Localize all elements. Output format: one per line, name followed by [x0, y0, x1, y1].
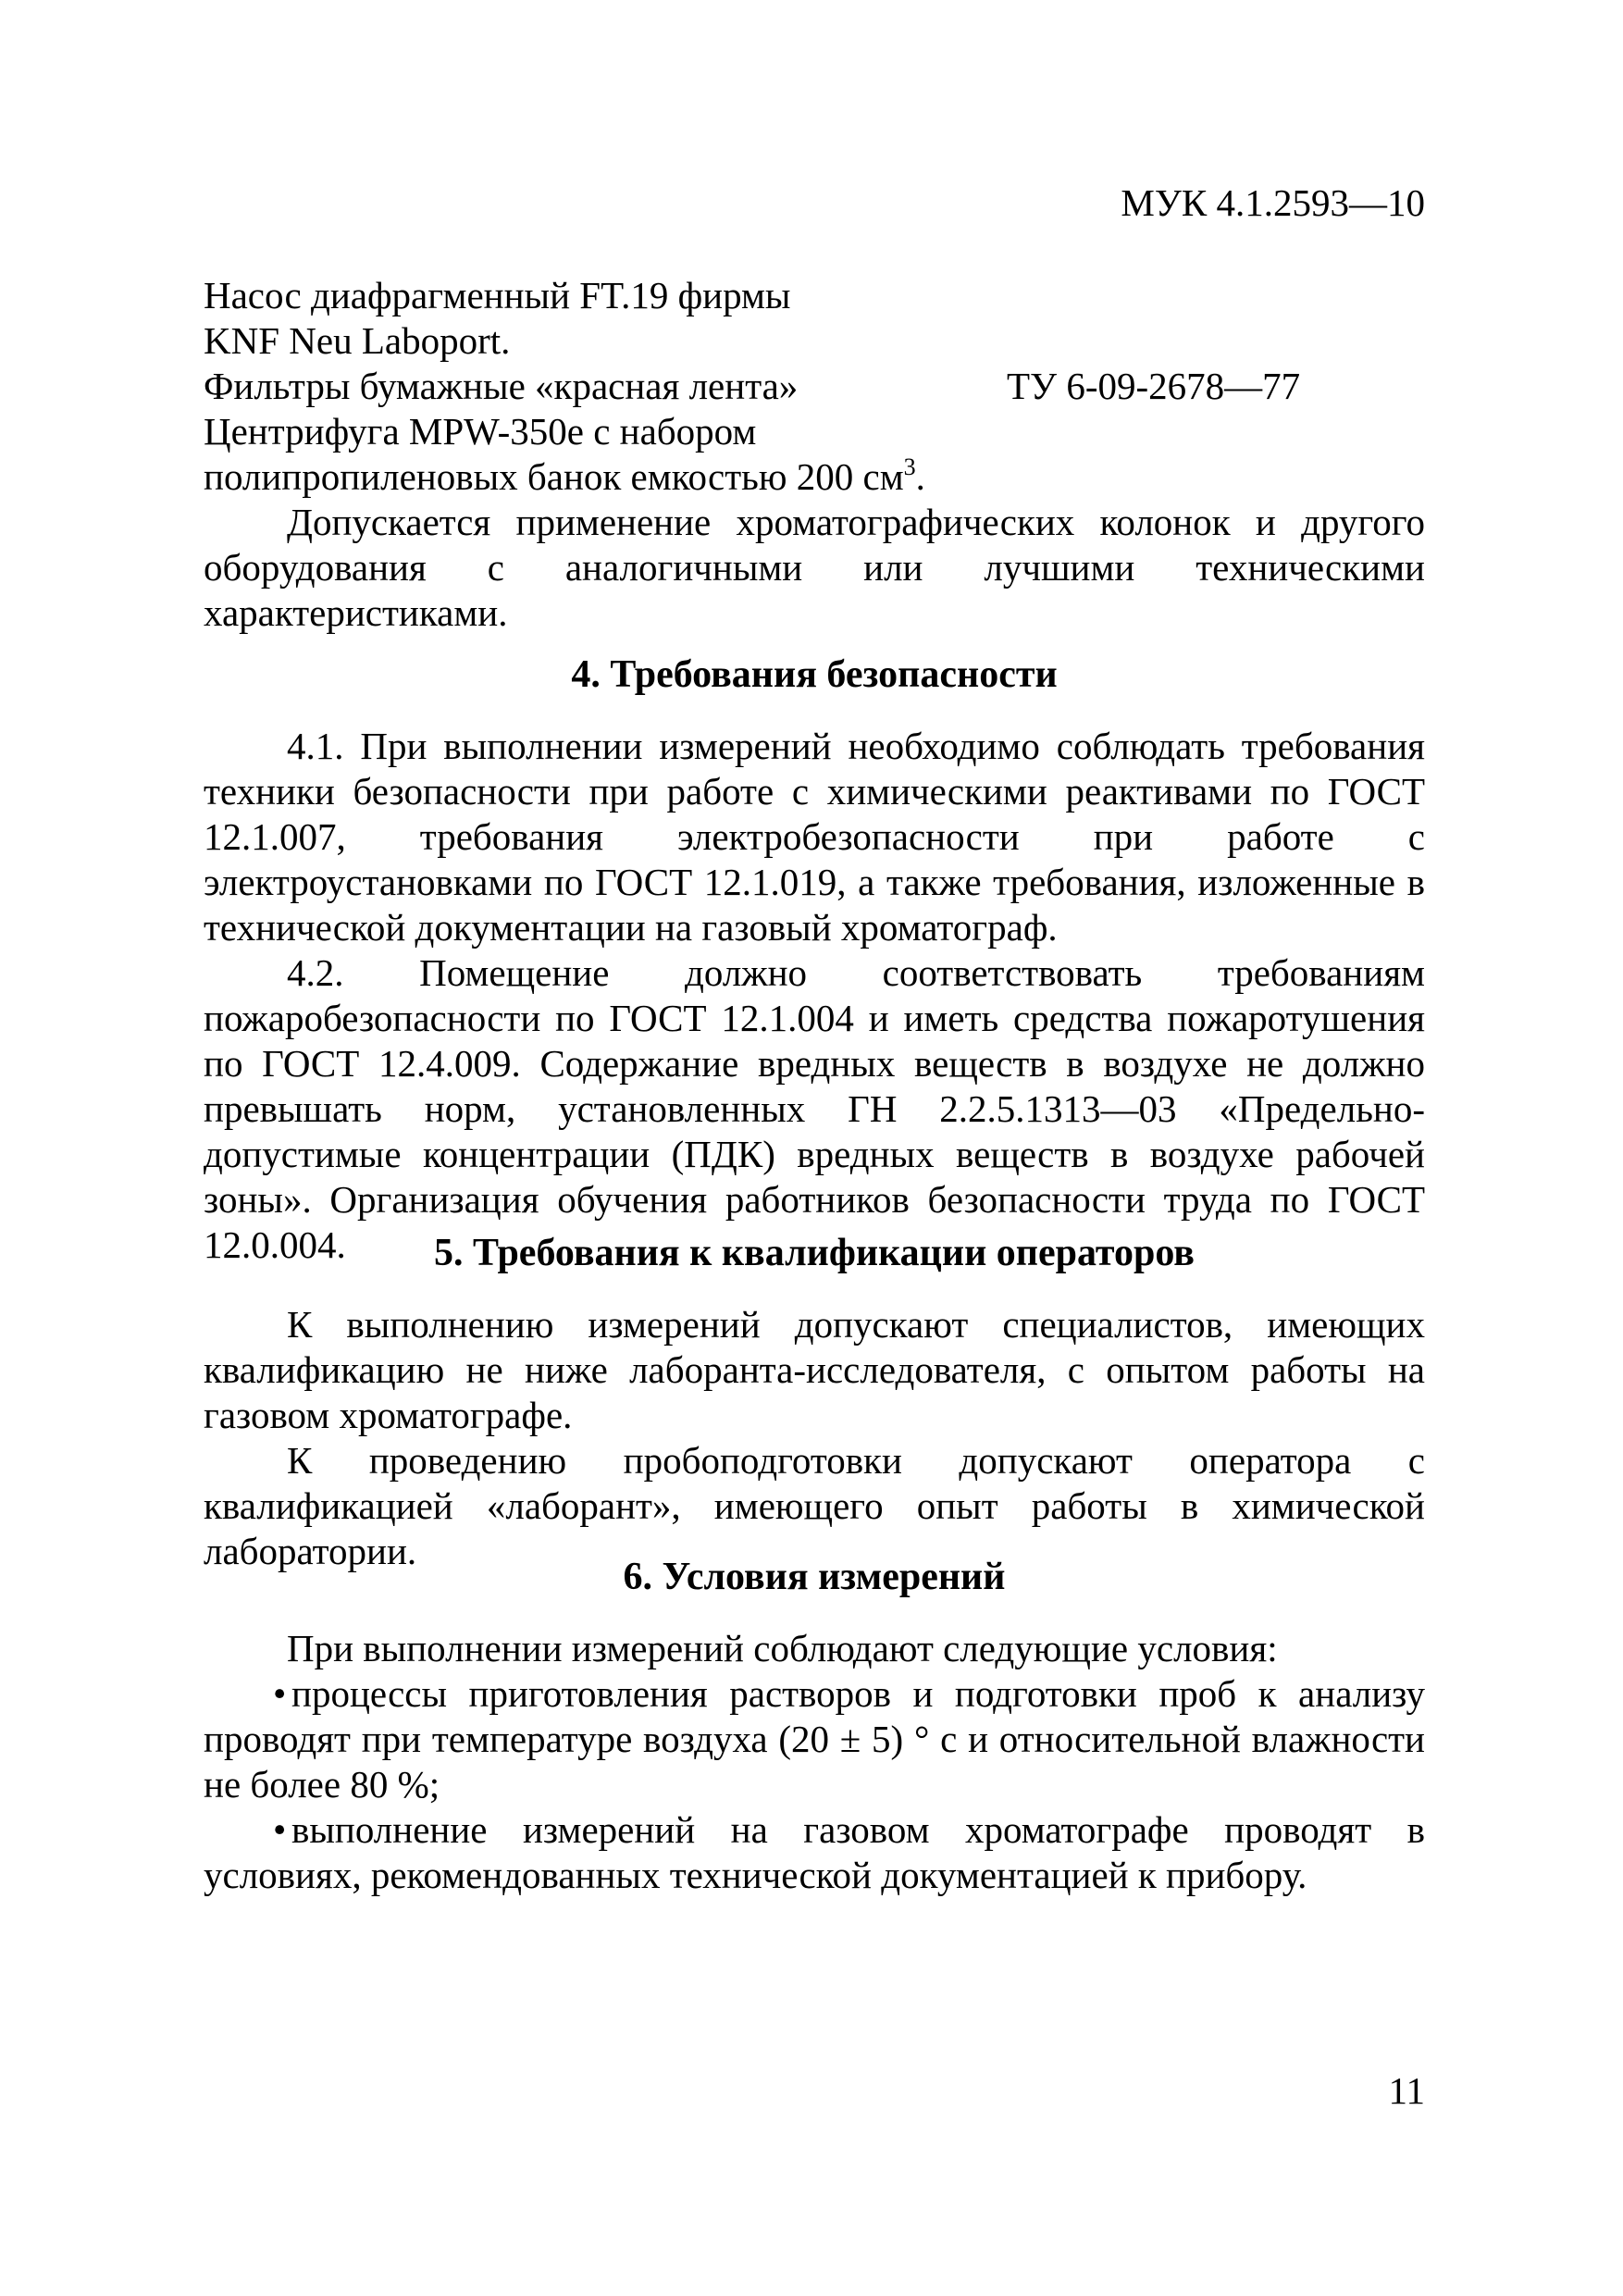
section-heading: 5. Требования к квалификации операторов	[434, 1232, 1195, 1274]
equipment-name-end: .	[915, 455, 925, 498]
equipment-name-wrap	[204, 409, 990, 500]
paragraph: К проведению пробоподготовки допускают оператора с квалификацией «лаборант», имеющего опыт работы в химической лаборатории.	[204, 1439, 1425, 1572]
bullet-item	[204, 1671, 1425, 1807]
equipment-name: Насос диафрагменный FT.19 фирмы KNF Neu Laboport.	[204, 274, 791, 362]
bullet-text: выполнение измерений на газовом хроматографе проводят в условиях, рекомендованных технической документацией к прибору.	[204, 1808, 1425, 1896]
equipment-item	[204, 409, 1425, 500]
equipment-list	[204, 273, 1425, 500]
bullet-icon: •	[273, 1672, 287, 1715]
bullet-text: процессы приготовления растворов и подготовки проб к анализу проводят при температуре воздуха (20 ± 5) ° с и относительной влажности не более 80 %;	[204, 1672, 1425, 1806]
paragraph: 4.2. Помещение должно соответствовать требованиям пожаробезопасности по ГОСТ 12.1.004 и иметь средства пожаротушения по ГОСТ 12.4.009. Содержание вредных веществ в воздухе не должно превышать норм, установленных ГН 2.2.5.1313—03 «Предельно-допустимые концентрации (ПДК) вредных веществ в воздухе рабочей зоны». Организация обучения работников безопасности труда по ГОСТ 12.0.004.	[204, 951, 1425, 1266]
equipment-item	[204, 364, 1425, 409]
section-qualification	[204, 1231, 1425, 1574]
section-safety	[204, 652, 1425, 1268]
paragraph: При выполнении измерений соблюдают следующие условия:	[287, 1627, 1278, 1669]
intro-block	[204, 500, 1425, 636]
page-number: 11	[1388, 2069, 1425, 2112]
equipment-name: Центрифуга MPW-350e с набором полипропиленовых банок емкостью 200 см	[204, 410, 904, 498]
bullet-icon: •	[273, 1808, 287, 1851]
section-heading: 4. Требования безопасности	[571, 653, 1058, 696]
bullet-item	[204, 1807, 1425, 1898]
paragraph: К выполнению измерений допускают специалистов, имеющих квалификацию не ниже лаборанта-исследователя, с опытом работы на газовом хроматографе.	[204, 1303, 1425, 1436]
equipment-item	[204, 273, 1425, 364]
section-heading: 6. Условия измерений	[623, 1556, 1006, 1598]
paragraph: 4.1. При выполнении измерений необходимо соблюдать требования техники безопасности при работе с химическими реактивами по ГОСТ 12.1.007, требования электробезопасности при работе с электроустановками по ГОСТ 12.1.019, а также требования, изложенные в технической документации на газовый хроматограф.	[204, 725, 1425, 949]
document-code-header: МУК 4.1.2593—10	[1121, 181, 1425, 224]
equipment-spec: ТУ 6-09-2678—77	[1007, 365, 1301, 407]
document-page	[204, 0, 1425, 2296]
equipment-name: Фильтры бумажные «красная лента»	[204, 365, 799, 407]
unit-superscript: 3	[903, 453, 916, 480]
section-conditions	[204, 1555, 1425, 1898]
intro-paragraph: Допускается применение хроматографических колонок и другого оборудования с аналогичными или лучшими техническими характеристиками.	[204, 501, 1425, 634]
